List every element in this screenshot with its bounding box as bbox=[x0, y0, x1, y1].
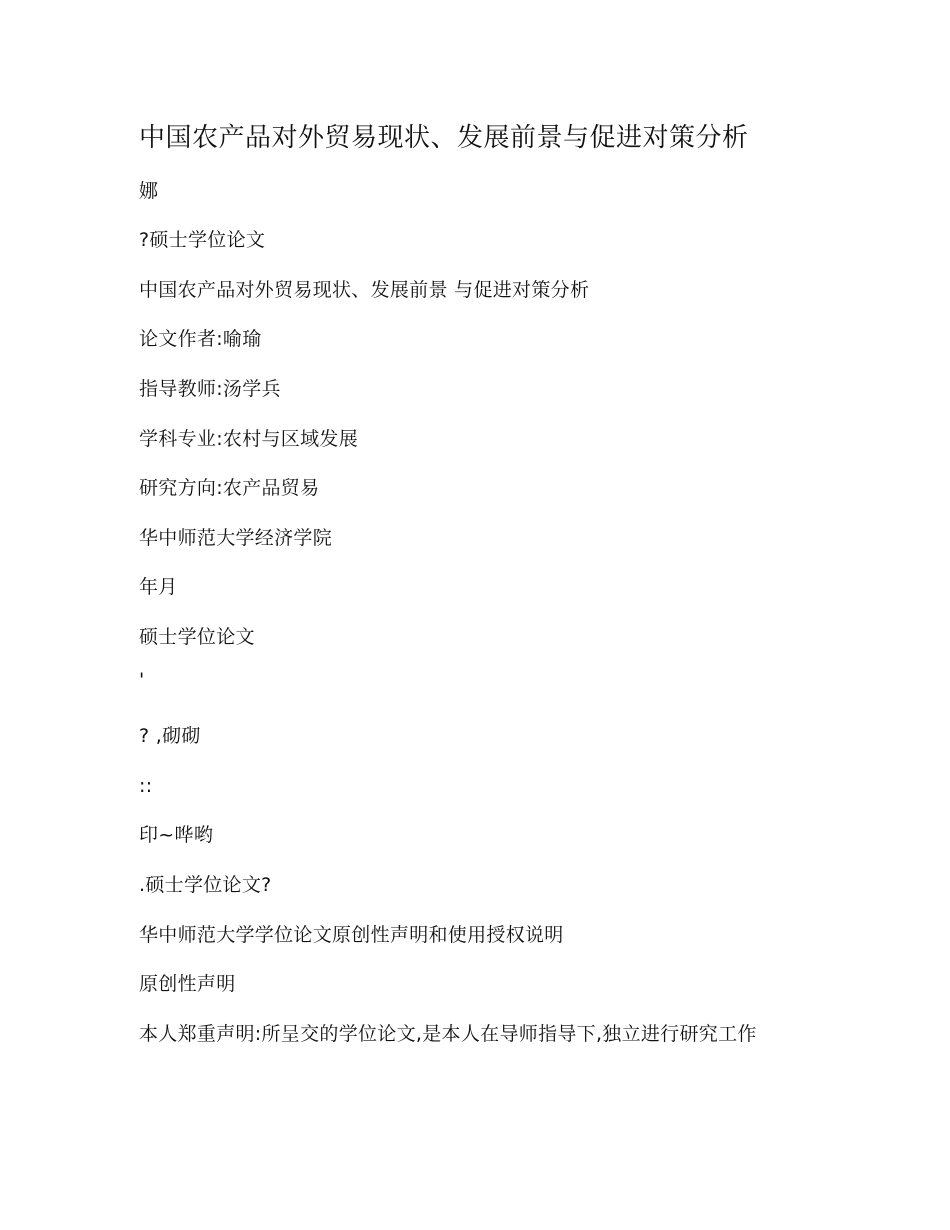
text-line: .硕士学位论文? bbox=[139, 874, 272, 896]
text-line: 中国农产品对外贸易现状、发展前景 与促进对策分析 bbox=[139, 279, 590, 301]
text-line: ' bbox=[139, 669, 145, 691]
research-direction-line: 研究方向:农产品贸易 bbox=[139, 477, 320, 499]
text-line: ? ,砌砌 bbox=[139, 725, 201, 747]
paragraph-text: 本人郑重声明:所呈交的学位论文,是本人在导师指导下,独立进行研究工作 bbox=[139, 1023, 757, 1045]
text-line: 印~哗哟 bbox=[139, 824, 214, 846]
text-line: :: bbox=[139, 775, 153, 797]
text-line: 硕士学位论文 bbox=[139, 626, 255, 648]
section-subheading: 原创性声明 bbox=[139, 973, 236, 995]
text-line: 娜 bbox=[139, 180, 159, 202]
section-heading: 华中师范大学学位论文原创性声明和使用授权说明 bbox=[139, 924, 564, 946]
document-title: 中国农产品对外贸易现状、发展前景与促进对策分析 bbox=[139, 123, 749, 153]
institution-line: 华中师范大学经济学院 bbox=[139, 527, 333, 549]
major-line: 学科专业:农村与区域发展 bbox=[139, 428, 359, 450]
text-line: ?硕士学位论文 bbox=[139, 229, 266, 251]
author-line: 论文作者:喻瑜 bbox=[139, 328, 262, 350]
date-line: 年月 bbox=[139, 576, 178, 598]
advisor-line: 指导教师:汤学兵 bbox=[139, 378, 281, 400]
